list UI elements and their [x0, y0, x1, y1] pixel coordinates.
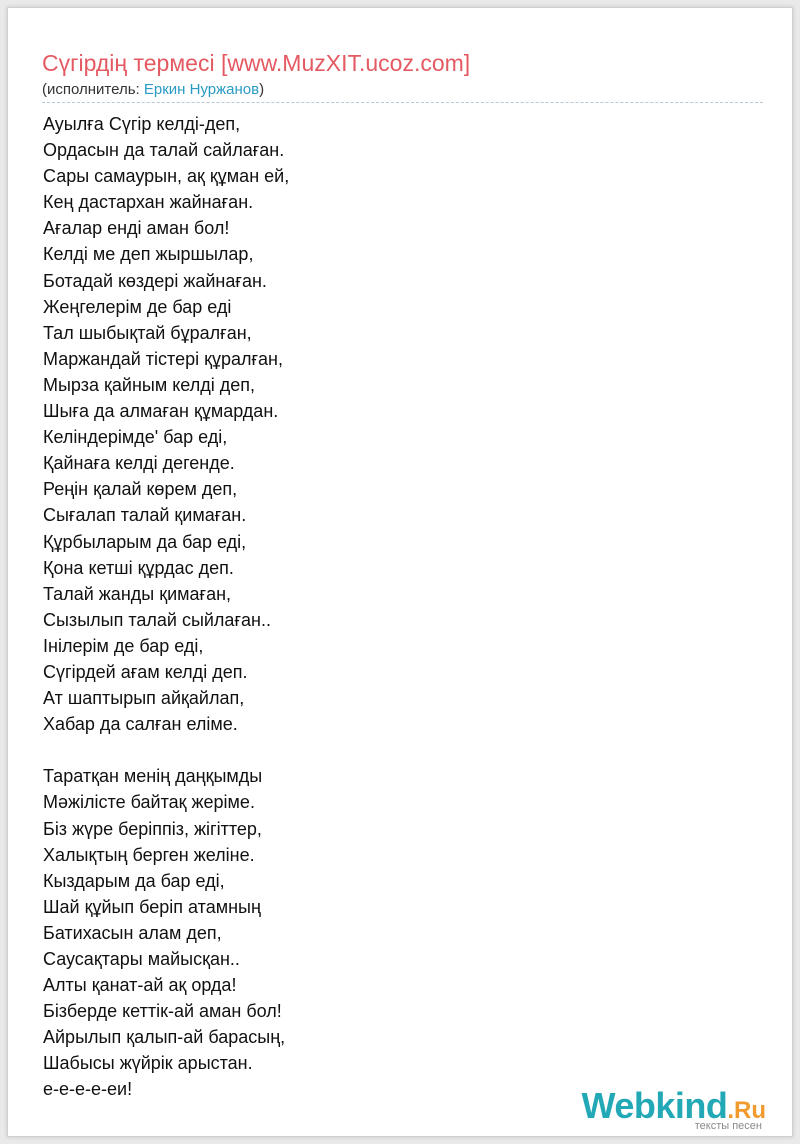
lyric-line: Сығалап талай қимаған.	[43, 505, 247, 526]
lyric-line: Келді ме деп жыршылар,	[43, 244, 254, 265]
lyrics-page	[7, 7, 793, 1137]
lyric-line: Маржандай тістері құралған,	[43, 348, 284, 369]
lyric-line: Қона кетші құрдас деп.	[43, 557, 234, 578]
lyric-line: Ағалар енді аман бол!	[43, 218, 230, 239]
lyric-line: Сары самаурын, ақ құман ей,	[43, 166, 290, 187]
logo-tagline: тексты песен	[694, 1120, 762, 1132]
lyric-line: Біз жүре беріппіз, жігіттер,	[43, 818, 262, 839]
lyric-line: е-е-е-е-еи!	[43, 1079, 133, 1100]
lyric-line: Шай құйып беріп атамның	[43, 896, 261, 917]
lyric-line: Айрылып қалып-ай барасың,	[43, 1027, 286, 1048]
lyric-line: Қайнаға келді дегенде.	[43, 453, 235, 474]
lyric-line: Сүгірдей ағам келді деп.	[43, 661, 248, 682]
lyric-line: Кең дастархан жайнаған.	[43, 192, 254, 213]
lyric-line: Талай жанды қимаған,	[43, 583, 232, 604]
performer-prefix: (исполнитель:	[42, 81, 144, 98]
lyric-line: Мәжілісте байтақ жеріме.	[43, 792, 255, 813]
lyric-line: Ботадай көздері жайнаған.	[43, 270, 267, 291]
lyric-line: Сызылып талай сыйлаған..	[43, 609, 271, 630]
lyric-line: Ат шаптырып айқайлап,	[43, 688, 245, 709]
lyric-line: Алты қанат-ай ақ орда!	[43, 975, 237, 996]
verse-2	[43, 763, 289, 1102]
performer-line	[42, 81, 264, 98]
verse-gap	[43, 737, 289, 763]
title-divider	[42, 102, 763, 103]
lyric-line: Ауылға Сүгір келді-деп,	[43, 114, 241, 134]
lyric-line: Інілерім де бар еді,	[43, 635, 204, 656]
lyric-line: Келіндерімде' бар еді,	[43, 427, 228, 448]
lyric-line: Шыға да алмаған құмардан.	[43, 401, 279, 422]
lyric-line: Тал шыбықтай бұралған,	[43, 322, 252, 343]
lyric-line: Ордасын да талай сайлаған.	[43, 140, 285, 161]
lyric-line: Халықтың берген желіне.	[43, 844, 255, 865]
lyric-line: Мырза қайным келді деп,	[43, 374, 255, 395]
site-logo[interactable]	[581, 1086, 766, 1131]
lyric-line: Таратқан менің даңқымды	[43, 766, 263, 787]
lyric-line: Бізберде кеттік-ай аман бол!	[43, 1001, 282, 1022]
lyric-line: Реңін қалай көрем деп,	[43, 479, 238, 500]
logo-main-text: Webkind	[581, 1085, 728, 1126]
lyric-line: Құрбыларым да бар еді,	[43, 531, 247, 552]
song-title: Сүгірдің термесі [www.MuzXIT.ucoz.com]	[42, 50, 471, 76]
lyrics-body	[43, 111, 289, 1103]
lyric-line: Батихасын алам деп,	[43, 922, 222, 943]
lyric-line: Кыздарым да бар еді,	[43, 870, 225, 891]
verse-1	[43, 111, 289, 737]
lyric-line: Хабар да салған еліме.	[43, 714, 238, 735]
lyric-line: Шабысы жүйрік арыстан.	[43, 1053, 253, 1074]
logo-tld: .Ru	[727, 1097, 766, 1124]
performer-link[interactable]: Еркин Нуржанов	[143, 81, 260, 98]
performer-suffix: )	[259, 81, 265, 98]
lyric-line: Саусақтары майысқан..	[43, 949, 240, 969]
lyric-line: Жеңгелерім де бар еді	[43, 296, 232, 317]
